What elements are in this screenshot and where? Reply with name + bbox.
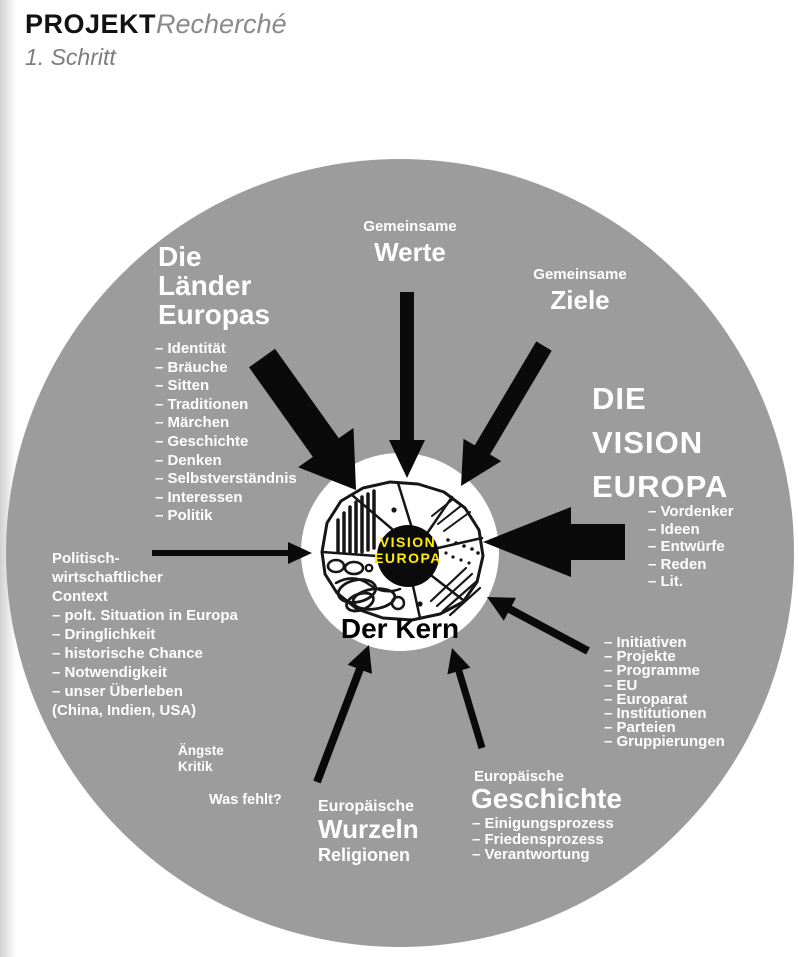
laender-list-item: – Interessen [155, 488, 243, 506]
context-title-line: Context [52, 588, 108, 605]
initiativen-list-item: – Gruppierungen [604, 733, 725, 751]
context-list-item: – polt. Situation in Europa [52, 607, 238, 624]
initiativen-list-item: – Institutionen [604, 705, 707, 723]
vision-title-line: VISION [592, 425, 704, 460]
ziele-title: Ziele [550, 285, 610, 315]
geschichte-list-item: – Einigungsprozess [472, 815, 614, 832]
geschichte-list [472, 816, 614, 863]
context-list-item: – Dringlichkeit [52, 626, 156, 643]
laender-list-item: – Denken [155, 451, 222, 469]
initiativen-list-item: – Parteien [604, 719, 676, 737]
wurzeln-subtitle: Religionen [318, 845, 411, 865]
context-list [52, 606, 238, 701]
initiativen-list-item: – EU [604, 676, 638, 694]
ziele-kicker: Gemeinsame [533, 266, 627, 283]
initiativen-list-item: – Europarat [604, 690, 688, 708]
vision-list-item: – Entwürfe [648, 538, 725, 556]
werte-title: Werte [374, 237, 446, 267]
laender-list-item: – Sitten [155, 377, 210, 395]
context-list-item: – Notwendigkeit [52, 664, 168, 681]
context-footnote: (China, Indien, USA) [52, 702, 197, 719]
was-fehlt-label: Was fehlt? [209, 792, 282, 808]
context-title [52, 549, 163, 606]
page-title-bold: PROJEKT [25, 9, 157, 39]
core-label-line1: VISION [379, 534, 437, 550]
page-subtitle: 1. Schritt [25, 44, 116, 70]
laender-title [158, 242, 270, 329]
geschichte-kicker: Europäische [474, 768, 565, 785]
vision-list [648, 503, 734, 591]
initiativen-list [604, 636, 725, 750]
initiativen-list-item: – Initiativen [604, 634, 687, 651]
laender-list-item: – Selbstverständnis [155, 470, 297, 488]
laender-list-item: – Politik [155, 507, 213, 525]
laender-list-item: – Bräuche [155, 358, 228, 376]
der-kern-caption: Der Kern [340, 613, 460, 644]
laender-list-item: – Märchen [155, 414, 230, 432]
vision-list-item: – Vordenker [648, 503, 734, 520]
context-title-line: Politisch- [52, 550, 120, 567]
wurzeln-kicker: Europäische [318, 798, 415, 815]
vision-title-line: EUROPA [592, 469, 729, 504]
laender-title-line: Europas [158, 299, 271, 330]
vision-title [592, 377, 728, 509]
werte-kicker: Gemeinsame [363, 218, 457, 235]
vision-title-line: DIE [592, 381, 647, 416]
laender-title-line: Die [158, 241, 202, 272]
core-label-line2: EUROPA [374, 550, 442, 566]
laender-list [155, 340, 297, 526]
geschichte-list-item: – Friedensprozess [472, 830, 604, 848]
geschichte-list-item: – Verantwortung [472, 846, 590, 864]
laender-list-item: – Traditionen [155, 395, 249, 413]
aengste-label [178, 743, 224, 775]
vision-list-item: – Lit. [648, 573, 684, 591]
context-list-item: – historische Chance [52, 645, 203, 662]
context-title-line: wirtschaftlicher [52, 569, 163, 586]
vision-list-item: – Reden [648, 555, 707, 573]
context-list-item: – unser Überleben [52, 683, 183, 700]
aengste-line: Kritik [178, 759, 213, 774]
initiativen-list-item: – Programme [604, 662, 700, 680]
page-title-italic: Recherché [156, 9, 287, 39]
laender-list-item: – Identität [155, 340, 226, 357]
wurzeln-title: Wurzeln [318, 814, 419, 844]
vision-list-item: – Ideen [648, 520, 700, 538]
initiativen-list-item: – Projekte [604, 648, 676, 666]
aengste-line: Ängste [178, 743, 224, 758]
laender-title-line: Länder [158, 270, 252, 301]
laender-list-item: – Geschichte [155, 432, 249, 450]
core-label [343, 534, 473, 566]
geschichte-title: Geschichte [471, 783, 622, 814]
